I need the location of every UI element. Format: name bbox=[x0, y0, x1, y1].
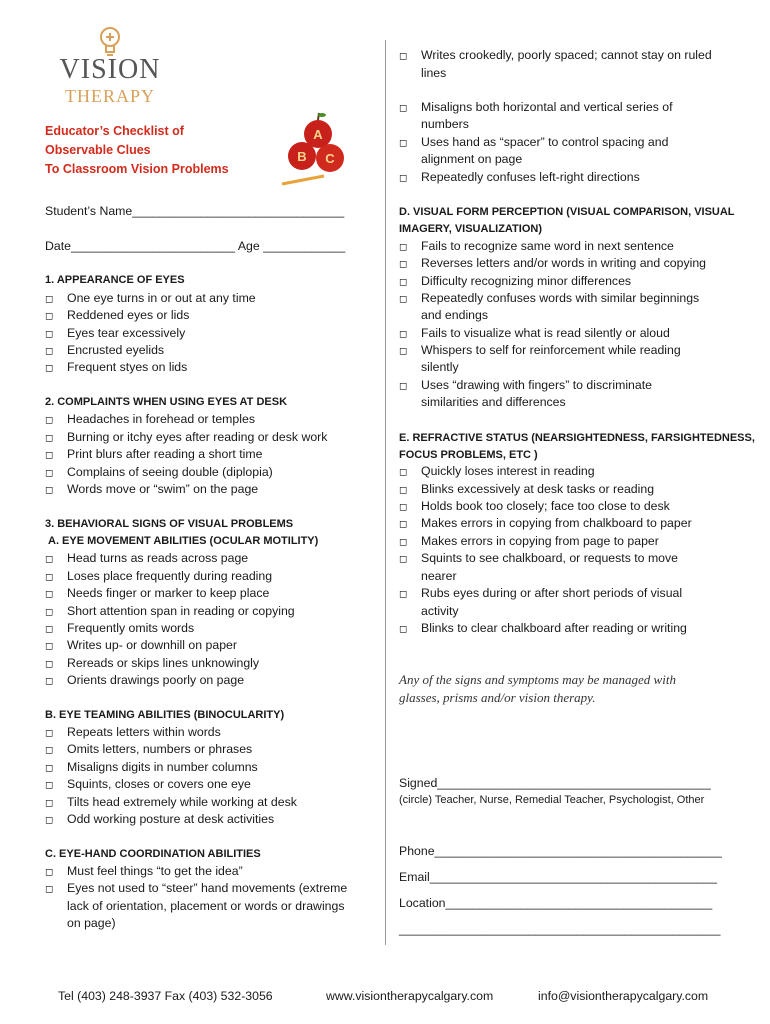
management-note: Any of the signs and symptoms may be managed with glasses, prisms and/or vision therapy. bbox=[399, 672, 676, 705]
section-3-title: 3. BEHAVIORAL SIGNS OF VISUAL PROBLEMS bbox=[45, 518, 294, 530]
vision-therapy-logo bbox=[55, 24, 175, 114]
checkbox-icon[interactable]: ◻ bbox=[45, 780, 54, 791]
checklist-item[interactable]: ◻ Repeatedly confuses left-right directions bbox=[399, 169, 640, 187]
logo-vision-word: VISION bbox=[59, 54, 161, 85]
extra-line-field[interactable]: _______________________________________________ bbox=[399, 922, 721, 936]
apple-letter: C bbox=[325, 151, 335, 166]
page-title bbox=[45, 122, 229, 179]
location-field[interactable]: Location_______________________________________ bbox=[399, 896, 713, 910]
checklist-item[interactable]: ◻ Short attention span in reading or copying bbox=[45, 603, 295, 621]
lightbulb-icon bbox=[95, 24, 125, 58]
checkbox-icon[interactable]: ◻ bbox=[45, 659, 54, 670]
checkbox-icon[interactable]: ◻ bbox=[399, 294, 408, 305]
checklist-item[interactable]: ◻ Frequently omits words bbox=[45, 620, 194, 638]
footer-email[interactable]: info@visiontherapycalgary.com bbox=[538, 989, 709, 1003]
checklist-item[interactable]: ◻ Writes up- or downhill on paper bbox=[45, 637, 237, 655]
checklist-item-continuation: silently bbox=[421, 360, 459, 374]
checkbox-icon[interactable]: ◻ bbox=[45, 815, 54, 826]
checkbox-icon[interactable]: ◻ bbox=[399, 173, 408, 184]
checklist-item[interactable]: ◻ Eyes not used to “steer” hand movements (extreme bbox=[45, 880, 347, 898]
checkbox-icon[interactable]: ◻ bbox=[399, 103, 408, 114]
apple-letter: A bbox=[313, 127, 323, 142]
section-1-title: 1. APPEARANCE OF EYES bbox=[45, 274, 185, 286]
checklist-item[interactable]: ◻ Burning or itchy eyes after reading or desk work bbox=[45, 429, 327, 447]
section-a-title: A. EYE MOVEMENT ABILITIES (OCULAR MOTILITY) bbox=[48, 535, 319, 547]
checkbox-icon[interactable]: ◻ bbox=[399, 467, 408, 478]
checklist-item[interactable]: ◻ Reddened eyes or lids bbox=[45, 307, 189, 325]
checklist-item[interactable]: ◻ Holds book too closely; face too close to desk bbox=[399, 498, 670, 516]
checklist-item-continuation: on page) bbox=[67, 916, 116, 930]
section-d-title-cont: IMAGERY, VISUALIZATION) bbox=[399, 223, 542, 235]
title-line: Observable Clues bbox=[45, 143, 151, 157]
checkbox-icon[interactable]: ◻ bbox=[45, 433, 54, 444]
phone-field[interactable]: Phone__________________________________________ bbox=[399, 844, 722, 858]
checklist-item[interactable]: ◻ Head turns as reads across page bbox=[45, 550, 248, 568]
apples-illustration bbox=[278, 108, 358, 188]
checkbox-icon[interactable]: ◻ bbox=[399, 485, 408, 496]
checklist-item[interactable]: ◻ Uses hand as “spacer” to control spacing and bbox=[399, 134, 668, 152]
checklist-item[interactable]: ◻ Must feel things “to get the idea” bbox=[45, 863, 243, 881]
checkbox-icon[interactable]: ◻ bbox=[45, 415, 54, 426]
checklist-item[interactable]: ◻ Makes errors in copying from page to paper bbox=[399, 533, 659, 551]
section-b-title: B. EYE TEAMING ABILITIES (BINOCULARITY) bbox=[45, 709, 285, 721]
checklist-item[interactable]: ◻ Blinks to clear chalkboard after reading or writing bbox=[399, 620, 687, 638]
checkbox-icon[interactable]: ◻ bbox=[45, 485, 54, 496]
checklist-item[interactable]: ◻ Loses place frequently during reading bbox=[45, 568, 272, 586]
checklist-item-continuation: lines bbox=[421, 66, 447, 80]
checkbox-icon[interactable]: ◻ bbox=[45, 572, 54, 583]
checkbox-icon[interactable]: ◻ bbox=[399, 381, 408, 392]
checklist-item[interactable]: ◻ Words move or “swim” on the page bbox=[45, 481, 258, 499]
checklist-item[interactable]: ◻ Reverses letters and/or words in writing and copying bbox=[399, 255, 706, 273]
checkbox-icon[interactable]: ◻ bbox=[399, 624, 408, 635]
checklist-item[interactable]: ◻ Quickly loses interest in reading bbox=[399, 463, 595, 481]
checklist-item-continuation: numbers bbox=[421, 117, 469, 131]
checklist-item-continuation: alignment on page bbox=[421, 152, 523, 166]
checkbox-icon[interactable]: ◻ bbox=[45, 763, 54, 774]
checkbox-icon[interactable]: ◻ bbox=[45, 867, 54, 878]
checklist-item[interactable]: ◻ Needs finger or marker to keep place bbox=[45, 585, 269, 603]
checkbox-icon[interactable]: ◻ bbox=[399, 554, 408, 565]
checkbox-icon[interactable]: ◻ bbox=[45, 745, 54, 756]
checkbox-icon[interactable]: ◻ bbox=[45, 311, 54, 322]
checklist-item[interactable]: ◻ Makes errors in copying from chalkboard to paper bbox=[399, 515, 692, 533]
checklist-item-continuation: lack of orientation, placement or words or drawings bbox=[67, 899, 345, 913]
checkbox-icon[interactable]: ◻ bbox=[399, 259, 408, 270]
checklist-item[interactable]: ◻ Encrusted eyelids bbox=[45, 342, 164, 360]
title-line: To Classroom Vision Problems bbox=[45, 162, 229, 176]
checkbox-icon[interactable]: ◻ bbox=[399, 589, 408, 600]
email-field[interactable]: Email__________________________________________ bbox=[399, 870, 717, 884]
checkbox-icon[interactable]: ◻ bbox=[45, 468, 54, 479]
checkbox-icon[interactable]: ◻ bbox=[399, 346, 408, 357]
checklist-item[interactable]: ◻ Print blurs after reading a short time bbox=[45, 446, 262, 464]
checklist-item[interactable]: ◻ Blinks excessively at desk tasks or reading bbox=[399, 481, 654, 499]
checkbox-icon[interactable]: ◻ bbox=[45, 450, 54, 461]
checklist-item[interactable]: ◻ Misaligns digits in number columns bbox=[45, 759, 258, 777]
checklist-item[interactable]: ◻ Difficulty recognizing minor differences bbox=[399, 273, 631, 291]
checklist-item-continuation: activity bbox=[421, 604, 459, 618]
checkbox-icon[interactable]: ◻ bbox=[399, 242, 408, 253]
checkbox-icon[interactable]: ◻ bbox=[399, 502, 408, 513]
checklist-item[interactable]: ◻ Rereads or skips lines unknowingly bbox=[45, 655, 259, 673]
checklist-item-continuation: similarities and differences bbox=[421, 395, 566, 409]
section-d-title: D. VISUAL FORM PERCEPTION (VISUAL COMPARISON, VISUAL bbox=[399, 206, 735, 218]
checklist-item[interactable]: ◻ Repeats letters within words bbox=[45, 724, 221, 742]
checkbox-icon[interactable]: ◻ bbox=[45, 884, 54, 895]
date-age-field[interactable]: Date________________________ Age ____________ bbox=[45, 239, 346, 253]
checkbox-icon[interactable]: ◻ bbox=[45, 641, 54, 652]
checklist-item[interactable]: ◻ Fails to visualize what is read silently or aloud bbox=[399, 325, 670, 343]
checklist-item[interactable]: ◻ Headaches in forehead or temples bbox=[45, 411, 255, 429]
checklist-item[interactable]: ◻ Omits letters, numbers or phrases bbox=[45, 741, 252, 759]
logo-therapy-word: THERAPY bbox=[64, 86, 155, 106]
checkbox-icon[interactable]: ◻ bbox=[45, 329, 54, 340]
checkbox-icon[interactable]: ◻ bbox=[45, 363, 54, 374]
checkbox-icon[interactable]: ◻ bbox=[45, 554, 54, 565]
checklist-item[interactable]: ◻ Whispers to self for reinforcement while reading bbox=[399, 342, 681, 360]
checkbox-icon[interactable]: ◻ bbox=[399, 329, 408, 340]
footer-phone: Tel (403) 248-3937 Fax (403) 532-3056 bbox=[58, 989, 273, 1003]
checkbox-icon[interactable]: ◻ bbox=[399, 138, 408, 149]
checkbox-icon[interactable]: ◻ bbox=[45, 346, 54, 357]
column-divider bbox=[385, 40, 386, 945]
checkbox-icon[interactable]: ◻ bbox=[399, 537, 408, 548]
checklist-item[interactable]: ◻ Tilts head extremely while working at desk bbox=[45, 794, 297, 812]
section-c-title: C. EYE-HAND COORDINATION ABILITIES bbox=[45, 848, 261, 860]
role-circle-line: (circle) Teacher, Nurse, Remedial Teacher, Psychologist, Other bbox=[399, 794, 705, 806]
checklist-item[interactable]: ◻ Writes crookedly, poorly spaced; cannot stay on ruled bbox=[399, 47, 712, 65]
section-e-title: E. REFRACTIVE STATUS (NEARSIGHTEDNESS, FARSIGHTEDNESS, bbox=[399, 432, 755, 444]
checkbox-icon[interactable]: ◻ bbox=[45, 676, 54, 687]
section-e-title-cont: FOCUS PROBLEMS, ETC ) bbox=[399, 449, 538, 461]
checklist-item[interactable]: ◻ Complains of seeing double (diplopia) bbox=[45, 464, 273, 482]
checkbox-icon[interactable]: ◻ bbox=[45, 589, 54, 600]
checkbox-icon[interactable]: ◻ bbox=[399, 51, 408, 62]
checkbox-icon[interactable]: ◻ bbox=[45, 798, 54, 809]
checkbox-icon[interactable]: ◻ bbox=[399, 519, 408, 530]
checklist-item-continuation: and endings bbox=[421, 308, 489, 322]
checklist-item[interactable]: ◻ Orients drawings poorly on page bbox=[45, 672, 244, 690]
checkbox-icon[interactable]: ◻ bbox=[399, 277, 408, 288]
section-2-title: 2. COMPLAINTS WHEN USING EYES AT DESK bbox=[45, 396, 288, 408]
footer-website[interactable]: www.visiontherapycalgary.com bbox=[326, 989, 494, 1003]
checklist-item[interactable]: ◻ Fails to recognize same word in next sentence bbox=[399, 238, 674, 256]
checklist-item[interactable]: ◻ Squints to see chalkboard, or requests to move bbox=[399, 550, 678, 568]
checklist-item-continuation: nearer bbox=[421, 569, 457, 583]
student-name-field[interactable]: Student’s Name_______________________________ bbox=[45, 204, 345, 218]
checklist-item[interactable]: ◻ Uses “drawing with fingers” to discriminate bbox=[399, 377, 652, 395]
checklist-item[interactable]: ◻ Odd working posture at desk activities bbox=[45, 811, 274, 829]
checklist-item[interactable]: ◻ Squints, closes or covers one eye bbox=[45, 776, 251, 794]
checklist-item[interactable]: ◻ Frequent styes on lids bbox=[45, 359, 187, 377]
title-line: Educator’s Checklist of bbox=[45, 124, 184, 138]
signed-field[interactable]: Signed________________________________________ bbox=[399, 776, 711, 790]
checklist-item[interactable]: ◻ Eyes tear excessively bbox=[45, 325, 185, 343]
checkbox-icon[interactable]: ◻ bbox=[45, 294, 54, 305]
checklist-item[interactable]: ◻ One eye turns in or out at any time bbox=[45, 290, 256, 308]
apple-letter: B bbox=[297, 149, 307, 164]
checklist-item[interactable]: ◻ Repeatedly confuses words with similar beginnings bbox=[399, 290, 699, 308]
checkbox-icon[interactable]: ◻ bbox=[45, 728, 54, 739]
checklist-item[interactable]: ◻ Rubs eyes during or after short periods of visual bbox=[399, 585, 682, 603]
checkbox-icon[interactable]: ◻ bbox=[45, 624, 54, 635]
checklist-item[interactable]: ◻ Misaligns both horizontal and vertical series of bbox=[399, 99, 673, 117]
checkbox-icon[interactable]: ◻ bbox=[45, 607, 54, 618]
